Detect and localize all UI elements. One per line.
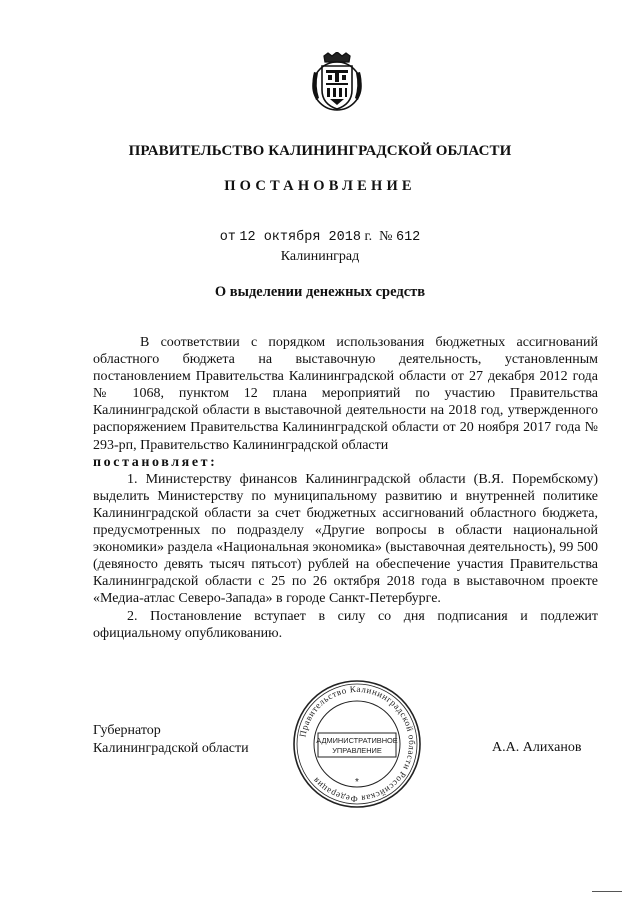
signatory-title-line-2: Калининградской области [93,741,249,756]
date-value: 12 октября 2018 [239,230,361,245]
organization-title: ПРАВИТЕЛЬСТВО КАЛИНИНГРАДСКОЙ ОБЛАСТИ [128,143,512,159]
seal-star: * [355,777,359,788]
seal-ring-text: Правительство Калининградской области Российская Федерация [297,683,418,805]
item-1-paragraph: 1. Министерству финансов Калининградской области (В.Я. Порембскому) выделить Министерству по муниципальному развитию и внутренней политике Калининградской области за счет бюджетных ассигнований областного бюджета, предусмотренных по подразделу «Другие вопросы в области национальной экономики» раздела «Национальная экономика» (выставочная деятельность), 99 500 (девяносто девять тысяч пятьсот) рублей на обеспечение участия Правительства Калининградской области с 25 по 26 октября 2018 года в выставочном проекте «Медиа-атлас Северо-Запада» в городе Санкт-Петербурге. [93,471,598,607]
number-sign: № [379,229,393,244]
signatory-title [93,722,249,758]
seal-center-line-2: УПРАВЛЕНИЕ [332,746,382,755]
document-body [93,334,598,642]
date-number-line [0,229,640,245]
date-prefix: от [219,230,236,245]
document-subject: О выделении денежных средств [214,284,426,300]
seal-center-line-1: АДМИНИСТРАТИВНОЕ [316,736,398,745]
kaliningrad-coat-of-arms-icon [310,52,364,114]
decree-word: постановляет: [93,454,218,470]
document-type: ПОСТАНОВЛЕНИЕ [224,178,416,194]
date-suffix: г. [364,229,373,244]
footer-rule [592,891,622,892]
preamble-paragraph: В соответствии с порядком использования бюджетных ассигнований областного бюджета на выставочную деятельность, установленным постановлением Правительства Калининградской области от 27 декабря 2012 года № 1068, пунктом 12 плана мероприятий по участию Правительства Калининградской области в выставочной деятельности на 2018 год, утвержденного распоряжением Правительства Калининградской области от 20 ноября 2017 года № 293-рп, Правительство Калининградской области [93,335,598,453]
signatory-name: А.А. Алиханов [492,740,582,755]
signatory-title-line-1: Губернатор [93,723,161,738]
official-round-seal-icon [291,678,423,810]
document-number: 612 [395,230,421,245]
city: Калининград [280,249,360,264]
item-2-paragraph: 2. Постановление вступает в силу со дня подписания и подлежит официальному опубликованию. [93,608,598,641]
